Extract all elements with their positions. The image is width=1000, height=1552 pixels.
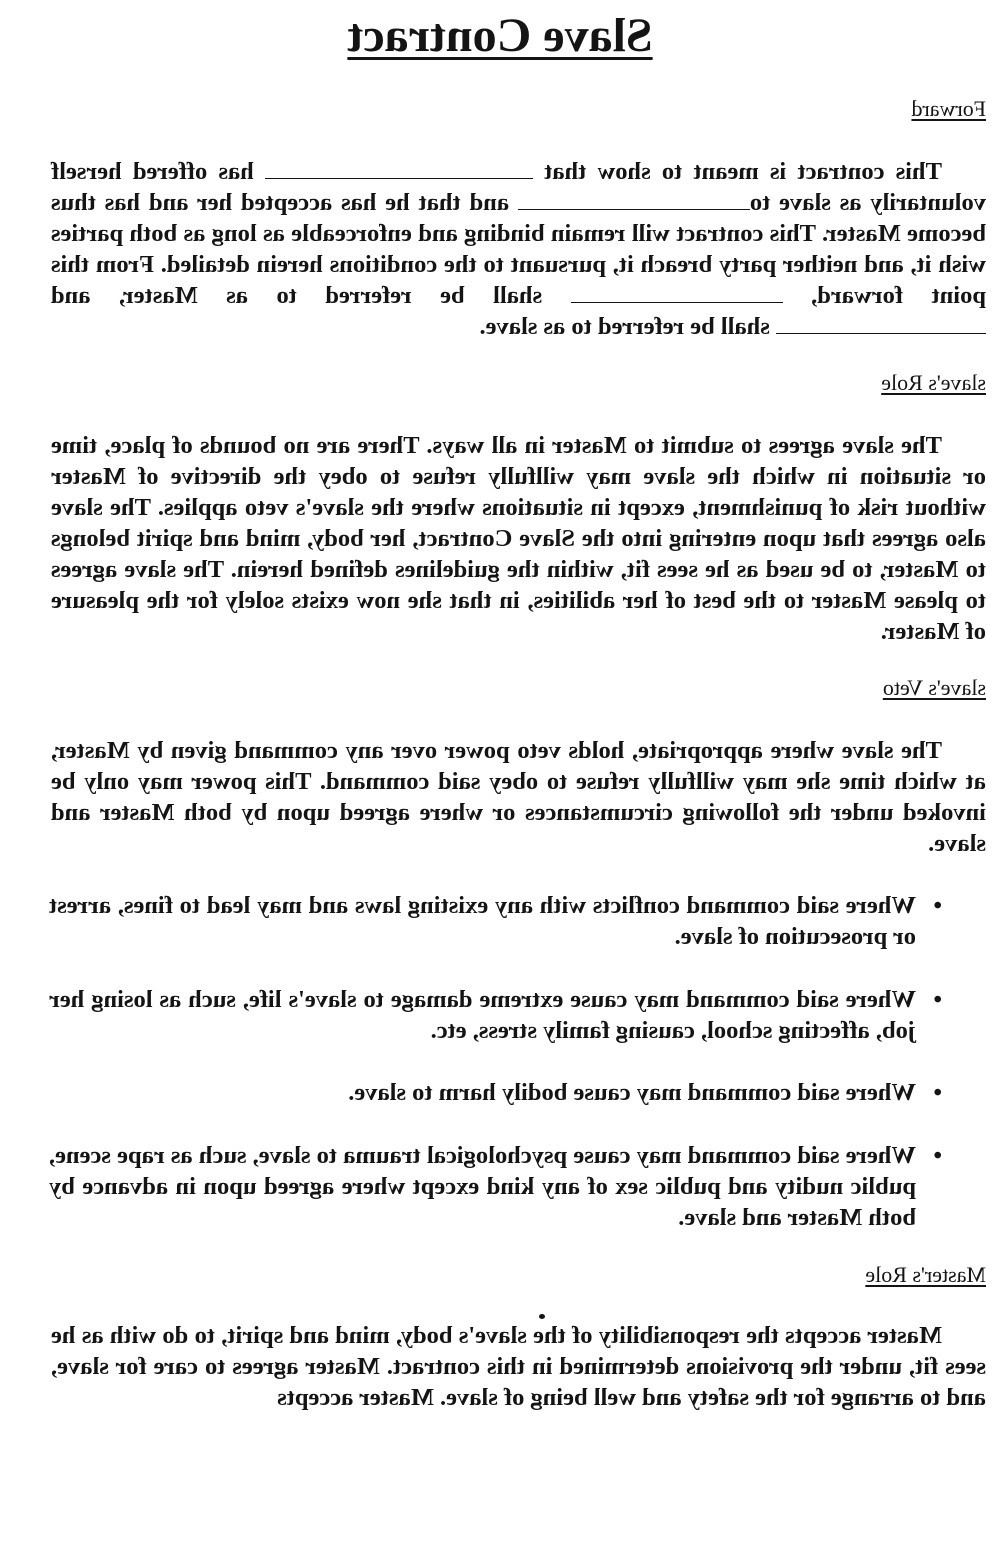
page-title xyxy=(0,8,1000,63)
slave-role-paragraph: The slave agrees to submit to Master in all ways. There are no bounds of place, time or situation in which the slave may willfully refuse to obey the directive of Master without risk of punishment, except in situations where the slave's veto applies. The slave also agrees that upon entering into the Slave Contract, her body, mind and spirit belongs to Master, to be used as he sees fit, within the guidelines defined herein. The slave agrees to please Master to the best of her abilities, in that she now exists solely for the pleasure of Master. xyxy=(51,432,986,645)
bullet-icon: • xyxy=(933,892,942,919)
slave-veto-paragraph: The slave where appropriate, holds veto power over any command given by Master, at which time she may willfully refuse to obey said command. This power may only be invoked under the following circumstances or where agreed upon by both Master and slave. xyxy=(51,737,986,857)
bullet-icon: • xyxy=(933,1142,942,1169)
heading-forward: Forward xyxy=(911,96,986,121)
blank-slave-name[interactable] xyxy=(265,157,533,179)
list-item-text: Where said command conflicts with any existing laws and may lead to fines, arrest or prosecution of slave. xyxy=(49,892,916,950)
blank-master-name[interactable] xyxy=(518,188,750,210)
bullet-icon: • xyxy=(933,1079,942,1106)
master-role-paragraph: Master accepts the responsibility of the slave's body, mind and spirit, to do with as he sees fit, under the provisions determined in this contract. Master agrees to care for slave, and to arrange for the safety and well being of slave. Master accepts xyxy=(51,1322,986,1411)
blank-master-title[interactable] xyxy=(571,281,783,303)
forward-text-2: has offered herself voluntarily as slave to xyxy=(51,158,986,216)
forward-text-4: shall be referred to as Master, and xyxy=(50,282,543,309)
list-item-text: Where said command may cause bodily harm to slave. xyxy=(348,1079,916,1106)
list-item-text: Where said command may cause extreme damage to slave's life, such as losing her job, affecting school, causing family stress, etc. xyxy=(49,986,916,1044)
bullet-icon: • xyxy=(933,986,942,1013)
heading-slave-role: slave's Role xyxy=(881,370,986,395)
heading-master-role: Master's Role xyxy=(865,1262,986,1287)
heading-slave-veto: slave's Veto xyxy=(882,675,986,700)
blank-slave-title[interactable] xyxy=(776,312,986,334)
scan-speck xyxy=(539,1314,545,1319)
list-item-text: Where said command may cause psychological trauma to slave, such as rape scene, public nudity and public sex of any kind except where agreed upon in advance by both Master and slave. xyxy=(49,1142,916,1231)
title-text: Slave Contract xyxy=(347,9,653,62)
forward-text-1: This contract is meant to show that xyxy=(544,158,942,185)
forward-text-5: shall be referred to as slave. xyxy=(479,313,770,340)
forward-paragraph xyxy=(51,156,986,342)
forward-text-3: and that he has accepted her and has thus become Master. This contract will remain binding and enforceable as long as both parties wish it, and neither party breach it, pursuant to the conditions herein detailed. From this point forward, xyxy=(51,189,986,309)
